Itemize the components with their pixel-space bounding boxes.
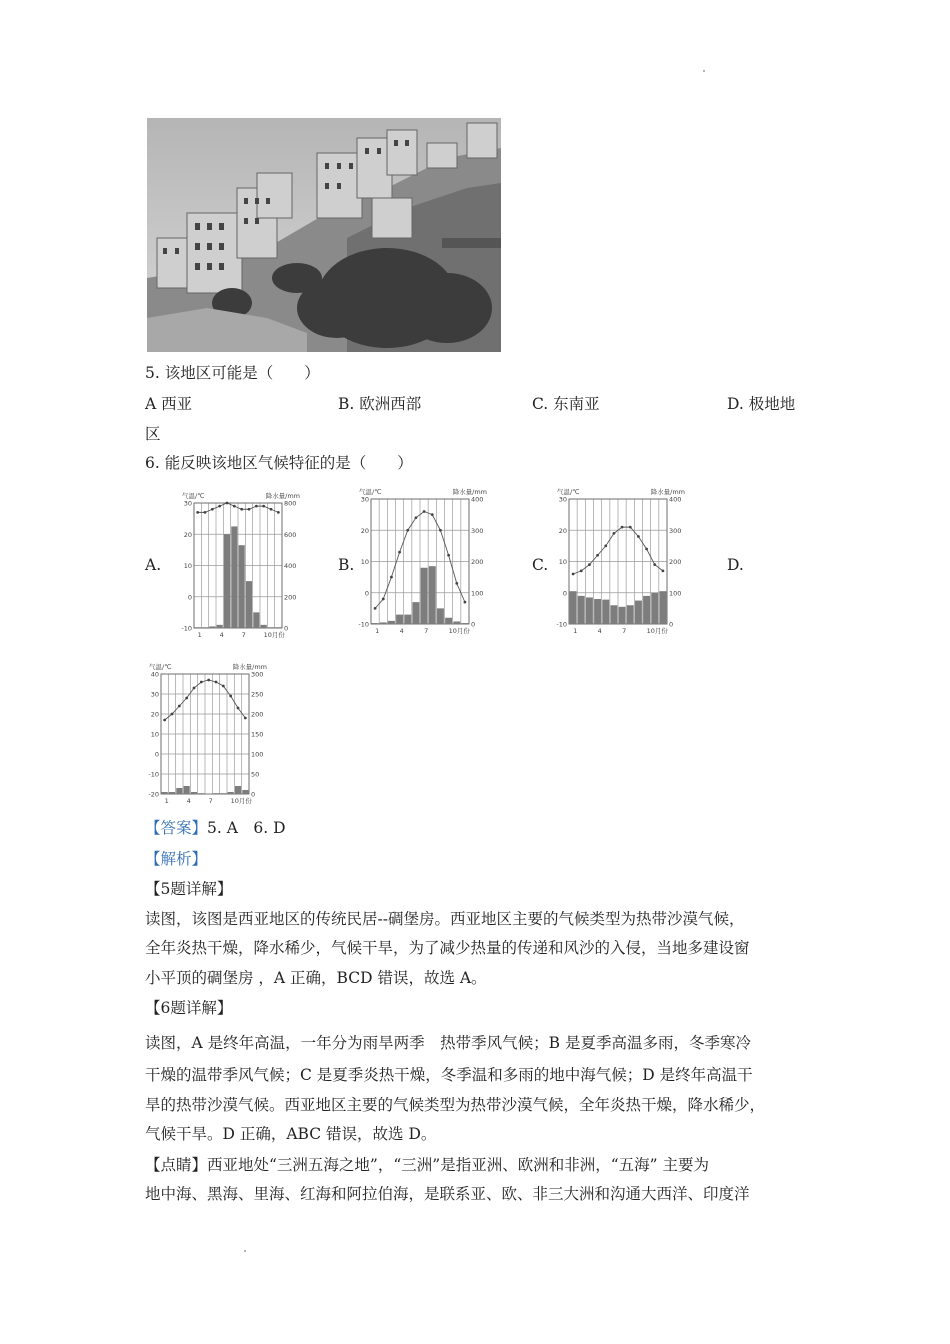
temperature-point: [240, 508, 243, 511]
precipitation-bar: [461, 623, 468, 624]
precipitation-bar: [231, 526, 237, 628]
right-axis-title: 降水量/mm: [232, 663, 267, 671]
temperature-point: [406, 529, 409, 532]
chart-svg: [143, 658, 271, 808]
precipitation-bar: [198, 793, 204, 794]
x-tick-label: 4: [399, 627, 404, 635]
climate-chart-a: [176, 487, 304, 642]
temperature-point: [423, 510, 426, 513]
temperature-point: [196, 511, 199, 514]
q6-label-a: A.: [145, 556, 162, 574]
temperature-point: [398, 551, 401, 554]
precipitation-bar: [224, 534, 230, 628]
right-axis-title: 降水量/mm: [650, 488, 685, 496]
q5-detail-tag: 【5题详解】: [145, 880, 233, 898]
precipitation-bar: [643, 596, 650, 624]
temperature-point: [193, 687, 196, 690]
temperature-point: [580, 569, 583, 572]
left-axis-title: 气温/℃: [359, 488, 382, 496]
precipitation-bar: [388, 621, 395, 624]
precipitation-bar: [619, 607, 626, 624]
analysis-tag: 【解析】: [145, 850, 208, 868]
right-tick-label: 100: [669, 589, 682, 598]
right-tick-label: 800: [284, 499, 297, 508]
left-tick-label: 20: [558, 526, 567, 535]
precipitation-bar: [261, 625, 267, 628]
q6-detail-line: 旱的热带沙漠气候。西亚地区主要的气候类型为热带沙漠气候，全年炎热干燥，降水稀少，: [145, 1096, 766, 1114]
right-tick-label: 400: [669, 495, 682, 504]
precipitation-bar: [191, 792, 197, 794]
page-mark-bottom: [244, 1250, 246, 1252]
left-axis-title: 气温/℃: [149, 663, 172, 671]
temperature-point: [613, 532, 616, 535]
chart-svg: [551, 483, 689, 638]
left-axis-title: 气温/℃: [182, 492, 205, 500]
right-tick-label: 50: [251, 770, 260, 779]
temperature-point: [277, 511, 280, 514]
q6-label-d: D.: [727, 556, 744, 574]
temperature-point: [455, 582, 458, 585]
right-axis-title: 降水量/mm: [452, 488, 487, 496]
x-tick-label: 1: [375, 627, 380, 635]
left-tick-label: 10: [360, 558, 369, 566]
left-tick-label: 30: [558, 495, 567, 504]
precipitation-bar: [213, 793, 219, 794]
answer-text: 5. A 6. D: [207, 819, 286, 837]
precipitation-bar: [217, 625, 223, 628]
right-tick-label: 0: [669, 620, 674, 629]
left-tick-label: 30: [183, 499, 192, 508]
precipitation-bar: [268, 627, 274, 628]
answer-tag: 【答案】: [145, 819, 208, 837]
precipitation-bar: [570, 591, 577, 624]
q5-stem: 5. 该地区可能是（ ）: [145, 364, 320, 382]
x-tick-label: 1: [164, 797, 169, 805]
precipitation-bar: [627, 605, 634, 624]
temperature-point: [222, 685, 225, 688]
left-tick-label: 30: [360, 495, 369, 504]
right-tick-label: 400: [471, 495, 484, 504]
right-tick-label: 100: [471, 589, 484, 598]
x-tick-label: 7: [424, 627, 429, 635]
q5-option-b: B. 欧洲西部: [338, 395, 422, 413]
x-tick-label: 10月份: [263, 631, 285, 639]
right-tick-label: 150: [251, 730, 264, 739]
right-tick-label: 0: [471, 620, 476, 629]
right-tick-label: 400: [284, 562, 297, 570]
right-tick-label: 600: [284, 530, 297, 539]
x-tick-label: 4: [219, 631, 224, 639]
precipitation-bar: [659, 591, 666, 624]
precipitation-bar: [437, 608, 444, 624]
tower-house-photo: [147, 118, 501, 352]
temperature-point: [637, 535, 640, 538]
precipitation-bar: [412, 602, 419, 624]
x-tick-label: 7: [208, 797, 213, 805]
temperature-point: [237, 707, 240, 710]
temperature-point: [447, 554, 450, 557]
precipitation-bar: [242, 790, 248, 794]
left-tick-label: 30: [150, 690, 159, 699]
right-tick-label: 300: [669, 526, 682, 535]
precipitation-bar: [429, 566, 436, 624]
precipitation-bar: [651, 593, 658, 624]
precipitation-bar: [239, 545, 245, 628]
temperature-point: [629, 526, 632, 529]
answer-line: [145, 818, 286, 838]
right-tick-label: 200: [669, 558, 682, 566]
q5-detail-line: 读图，该图是西亚地区的传统民居--碉堡房。西亚地区主要的气候类型为热带沙漠气候，: [145, 910, 745, 928]
temperature-point: [588, 563, 591, 566]
x-tick-label: 1: [573, 627, 578, 635]
x-tick-label: 7: [622, 627, 627, 635]
right-tick-label: 200: [251, 710, 264, 719]
temperature-point: [604, 544, 607, 547]
precipitation-bar: [453, 622, 460, 625]
left-tick-label: 0: [364, 589, 369, 598]
temperature-point: [262, 505, 265, 508]
left-tick-label: 0: [562, 589, 567, 598]
temperature-point: [255, 505, 258, 508]
temperature-point: [596, 554, 599, 557]
left-tick-label: 40: [150, 670, 159, 679]
q6-detail-line: 气候干旱。D 正确，ABC 错误，故选 D。: [145, 1125, 437, 1143]
right-tick-label: 300: [251, 670, 264, 679]
temperature-point: [171, 713, 174, 716]
left-axis-title: 气温/℃: [557, 488, 580, 496]
temperature-point: [415, 516, 418, 519]
temperature-point: [226, 502, 229, 505]
precipitation-bar: [220, 793, 226, 794]
precipitation-bar: [578, 596, 585, 624]
q6-detail-line: 读图，A 是终年高温，一年分为雨旱两季 热带季风气候；B 是夏季高温多雨，冬季寒冷: [145, 1034, 751, 1052]
temperature-point: [270, 508, 273, 511]
right-tick-label: 200: [284, 593, 297, 602]
climate-chart-c: [551, 483, 689, 638]
precipitation-bar: [404, 615, 411, 624]
precipitation-bar: [235, 786, 241, 794]
right-tick-label: 0: [284, 624, 289, 633]
q5-option-c: C. 东南亚: [532, 395, 600, 413]
left-tick-label: 20: [360, 526, 369, 535]
temperature-point: [178, 705, 181, 708]
q6-detail-line: 干燥的温带季风气候；C 是夏季炎热干燥，冬季温和多雨的地中海气候；D 是终年高温干: [145, 1066, 753, 1084]
q5-option-d: D. 极地地: [727, 395, 796, 413]
left-tick-label: -10: [181, 624, 192, 633]
precipitation-bar: [253, 612, 259, 628]
precipitation-bar: [275, 627, 281, 628]
x-tick-label: 4: [597, 627, 602, 635]
climate-chart-d: [143, 658, 271, 808]
temperature-point: [163, 719, 166, 722]
left-tick-label: -10: [148, 770, 159, 779]
chart-svg: [353, 483, 491, 638]
left-tick-label: -10: [556, 620, 567, 629]
chart-svg: [176, 487, 304, 642]
q5-option-d-wrap: 区: [145, 425, 161, 443]
x-tick-label: 10月份: [448, 627, 470, 635]
q6-detail-tag: 【6题详解】: [145, 999, 233, 1017]
precipitation-bar: [610, 605, 617, 624]
precipitation-bar: [209, 626, 215, 628]
temperature-point: [200, 681, 203, 684]
precipitation-bar: [635, 601, 642, 624]
temperature-point: [439, 529, 442, 532]
precipitation-bar: [195, 627, 201, 628]
tip-line: 【点睛】西亚地处“三洲五海之地”，“三洲”是指亚洲、欧洲和非洲，“五海” 主要为: [145, 1156, 709, 1174]
page-mark-top: [703, 70, 705, 72]
temperature-point: [207, 679, 210, 682]
temperature-point: [233, 505, 236, 508]
q6-label-c: C.: [532, 556, 549, 574]
q5-detail-line: 全年炎热干燥，降水稀少，气候干旱，为了减少热量的传递和风沙的入侵，当地多建设窗: [145, 939, 750, 957]
temperature-point: [382, 598, 385, 601]
temperature-point: [211, 508, 214, 511]
precipitation-bar: [246, 581, 252, 628]
q6-stem: 6. 能反映该地区气候特征的是（ ）: [145, 454, 413, 472]
left-tick-label: -20: [148, 790, 159, 799]
temperature-point: [572, 573, 575, 576]
temperature-point: [229, 695, 232, 698]
precipitation-bar: [421, 568, 428, 624]
precipitation-bar: [202, 627, 208, 628]
temperature-point: [653, 563, 656, 566]
left-tick-label: 10: [150, 730, 159, 739]
right-tick-label: 200: [471, 558, 484, 566]
q6-label-b: B.: [338, 556, 355, 574]
precipitation-bar: [162, 792, 168, 794]
x-tick-label: 10月份: [230, 797, 252, 805]
temperature-point: [204, 511, 207, 514]
tip-line: 地中海、黑海、里海、红海和阿拉伯海，是联系亚、欧、非三大洲和沟通大西洋、印度洋: [145, 1185, 750, 1203]
temperature-point: [215, 681, 218, 684]
x-tick-label: 10月份: [646, 627, 668, 635]
precipitation-bar: [594, 599, 601, 624]
temperature-point: [374, 607, 377, 610]
right-axis-title: 降水量/mm: [265, 492, 300, 500]
precipitation-bar: [228, 792, 234, 794]
left-tick-label: 10: [558, 558, 567, 566]
precipitation-bar: [396, 615, 403, 624]
temperature-point: [645, 548, 648, 551]
precipitation-bar: [602, 600, 609, 624]
x-tick-label: 7: [241, 631, 246, 639]
temperature-point: [218, 505, 221, 508]
precipitation-bar: [176, 788, 182, 794]
q5-option-a: A 西亚: [145, 395, 193, 413]
right-tick-label: 0: [251, 790, 256, 799]
precipitation-bar: [380, 622, 387, 624]
left-tick-label: 0: [154, 750, 159, 759]
precipitation-bar: [206, 794, 212, 795]
temperature-point: [248, 508, 251, 511]
left-tick-label: 20: [183, 530, 192, 539]
right-tick-label: 250: [251, 690, 264, 699]
precipitation-bar: [445, 618, 452, 624]
precipitation-bar: [169, 792, 175, 794]
temperature-point: [662, 569, 665, 572]
precipitation-bar: [586, 597, 593, 624]
temperature-point: [185, 697, 188, 700]
temperature-point: [390, 576, 393, 579]
right-tick-label: 300: [471, 526, 484, 535]
left-tick-label: 0: [187, 593, 192, 602]
precipitation-bar: [184, 786, 190, 794]
temperature-point: [431, 513, 434, 516]
left-tick-label: 20: [150, 710, 159, 719]
x-tick-label: 1: [197, 631, 202, 639]
right-tick-label: 100: [251, 750, 264, 759]
climate-chart-b: [353, 483, 491, 638]
temperature-point: [621, 526, 624, 529]
q5-detail-line: 小平顶的碉堡房 ，A 正确，BCD 错误，故选 A。: [145, 969, 487, 987]
temperature-point: [464, 601, 467, 604]
temperature-point: [244, 717, 247, 720]
precipitation-bar: [372, 623, 379, 624]
x-tick-label: 4: [186, 797, 191, 805]
left-tick-label: -10: [358, 620, 369, 629]
left-tick-label: 10: [183, 562, 192, 570]
